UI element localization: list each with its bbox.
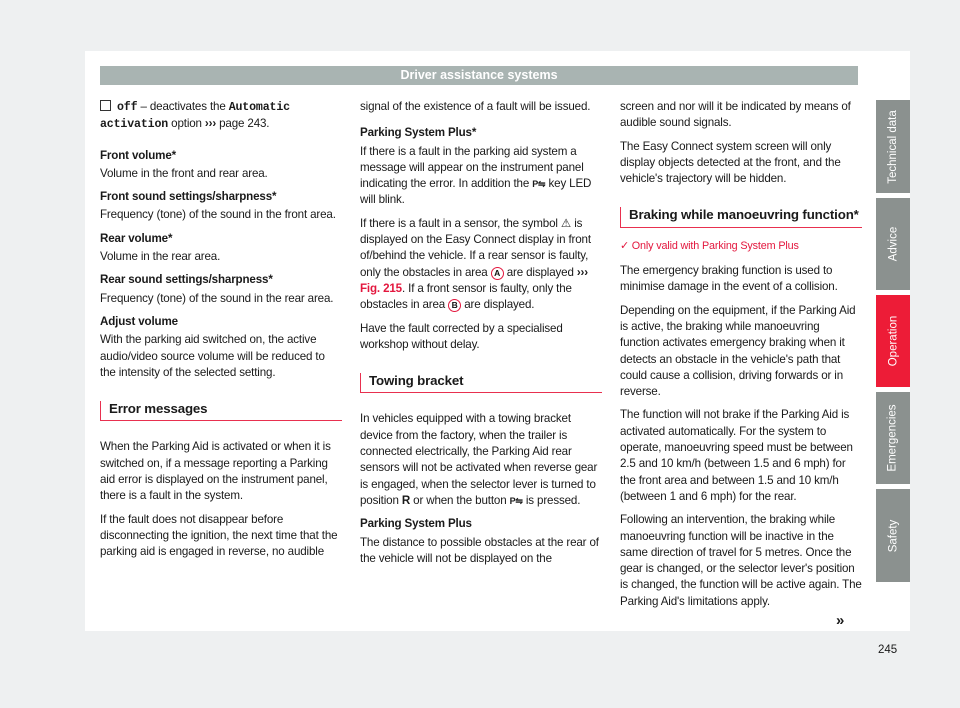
- figure-link[interactable]: Fig. 215: [360, 281, 402, 295]
- off-option: off – deactivates the Automatic activation option ››› page 243.: [100, 100, 290, 132]
- subheading: Parking System Plus: [360, 517, 472, 531]
- tab-emergencies[interactable]: Emergencies: [876, 392, 910, 484]
- parking-key-icon: P⇋: [509, 495, 523, 506]
- paragraph: If there is a fault in the parking aid system a message will appear on the instrument panel indicating the error. In addition the P⇋ key LED will blink.: [360, 144, 592, 207]
- subheading: Front volume*: [100, 148, 176, 162]
- paragraph: When the Parking Aid is activated or when it is switched on, if a message reporting a Parking aid error is displayed on the instrument panel, there is a fault in the system.: [100, 440, 331, 503]
- area-b-badge: B: [448, 299, 461, 312]
- arrow-ref-icon: ›››: [576, 265, 588, 279]
- check-icon: ✓: [620, 239, 629, 252]
- paragraph: Frequency (tone) of the sound in the front area.: [100, 208, 336, 222]
- paragraph: Frequency (tone) of the sound in the rear area.: [100, 291, 334, 305]
- paragraph: Following an intervention, the braking while manoeuvring function will be inactive in the same direction of travel for 5 metres. Once the gear is changed, or the selector lever's position is changed, the function will be active again. The Parking Aid's limitations apply.: [620, 513, 862, 608]
- subheading: Parking System Plus*: [360, 126, 477, 140]
- paragraph: If the fault does not disappear before disconnecting the ignition, the next time that the parking aid is engaged in reverse, no audible: [100, 512, 338, 559]
- paragraph: Volume in the rear area.: [100, 250, 221, 264]
- checkbox-icon: [100, 100, 111, 111]
- page-link[interactable]: page 243.: [216, 117, 270, 131]
- area-a-badge: A: [491, 267, 504, 280]
- subheading: Rear volume*: [100, 231, 173, 245]
- warning-icon: ⚠: [560, 216, 572, 230]
- section-heading-towing-bracket: Towing bracket: [360, 373, 602, 393]
- paragraph: The Easy Connect system screen will only display objects detected at the front, and the vehicle's trajectory will be hidden.: [620, 139, 841, 186]
- tab-operation[interactable]: Operation: [876, 295, 910, 387]
- paragraph: screen and nor will it be indicated by means of audible sound signals.: [620, 100, 851, 130]
- subheading: Front sound settings/sharpness*: [100, 190, 277, 204]
- subheading: Rear sound settings/sharpness*: [100, 273, 273, 287]
- arrow-ref-icon: ›››: [204, 117, 217, 131]
- continued-icon: »: [836, 612, 845, 629]
- paragraph: The distance to possible obstacles at the rear of the vehicle will not be displayed on the: [360, 535, 599, 565]
- paragraph: The emergency braking function is used to minimise damage in the event of a collision.: [620, 264, 838, 294]
- paragraph: signal of the existence of a fault will be issued.: [360, 100, 591, 113]
- paragraph: Depending on the equipment, if the Parking Aid is active, the braking while manoeuvring function activates emergency braking when it detects an obstacle in the vehicle's path that could cause a collision, driving forwards or in reverse.: [620, 303, 856, 399]
- validity-note: ✓ Only valid with Parking System Plus: [620, 239, 799, 252]
- page-number: 245: [878, 644, 898, 656]
- tab-technical-data[interactable]: Technical data: [876, 100, 910, 193]
- column-3: [620, 99, 862, 617]
- tab-advice[interactable]: Advice: [876, 198, 910, 290]
- paragraph: If there is a fault in a sensor, the symbol ⚠ is displayed on the Easy Connect display in front of/behind the vehicle. If a rear sensor is faulty, only the obstacles in area A are displayed ››› Fig. 215. If a front sensor is faulty, only the obstacles in area B are displayed.: [360, 216, 591, 312]
- column-1: [100, 99, 342, 568]
- section-heading-error-messages: Error messages: [100, 401, 342, 421]
- paragraph: The function will not brake if the Parking Aid is activated automatically. For the system to operate, manoeuvring speed must be between 2.5 and 10 km/h (between 1.5 and 6 mph) for the front area and between 1.5 and 10 km/h (between 1 and 6 mph) for the rear.: [620, 408, 853, 503]
- column-2: [360, 99, 602, 574]
- paragraph: Volume in the front and rear area.: [100, 166, 268, 180]
- tab-safety[interactable]: Safety: [876, 489, 910, 582]
- paragraph: In vehicles equipped with a towing bracket device from the factory, when the trailer is connected electrically, the Parking Aid rear sensors will not be activated when reverse gear is engaged, when the selector lever is turned to position R or when the button P⇋ is pressed.: [360, 412, 598, 507]
- page-header: Driver assistance systems: [100, 66, 858, 85]
- paragraph: With the parking aid switched on, the active audio/video source volume will be reduced to the intensity of the selected setting.: [100, 333, 325, 379]
- section-heading-braking: Braking while manoeuvring function*: [620, 207, 862, 227]
- parking-key-icon: P⇋: [532, 179, 546, 190]
- paragraph: Have the fault corrected by a specialised workshop without delay.: [360, 321, 563, 351]
- subheading: Adjust volume: [100, 314, 178, 328]
